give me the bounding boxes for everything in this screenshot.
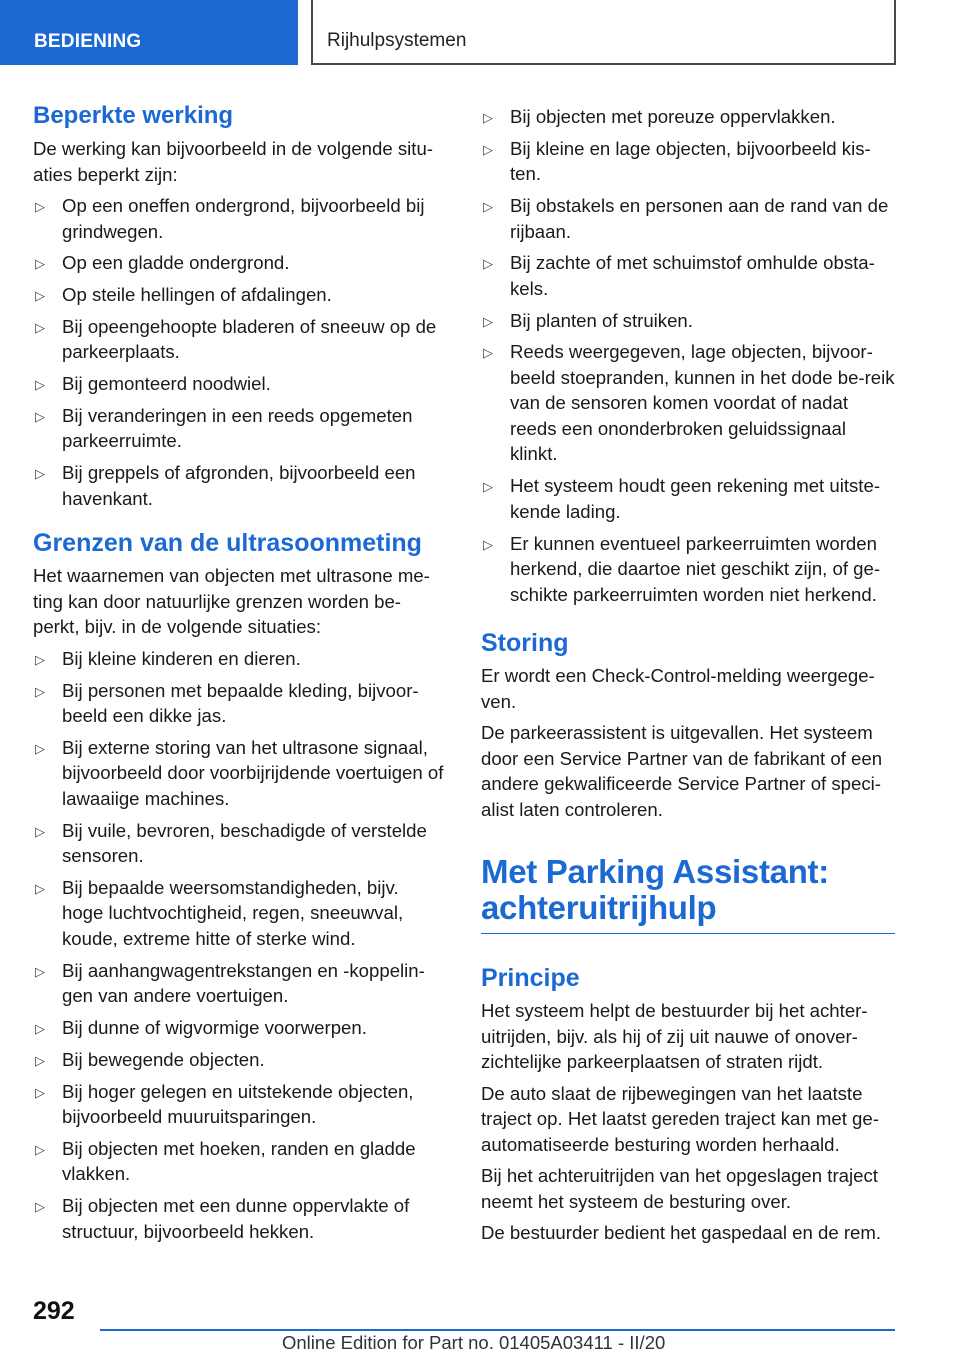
chapter-label: Rijhulpsystemen [327, 30, 467, 51]
triangle-bullet-icon: ▷ [483, 313, 493, 329]
list-item-text: Bij aanhangwagentrekstangen en -koppelin‐gen van andere voertuigen. [62, 959, 425, 1007]
triangle-bullet-icon: ▷ [35, 880, 45, 896]
list-item-text: Op een gladde ondergrond. [62, 252, 290, 274]
paragraph: De werking kan bijvoorbeeld in de volgende situ‐aties beperkt zijn: [33, 138, 434, 185]
section-label: BEDIENING [34, 31, 142, 52]
list-item-text: Bij kleine en lage objecten, bijvoorbeeld kis‐ten. [510, 137, 871, 185]
paragraph: Het waarnemen van objecten met ultrasone me‐ting kan door natuurlijke grenzen worden be‐perkt, bijv. in de volgende situaties: [33, 565, 430, 638]
list-item [481, 104, 895, 130]
triangle-bullet-icon: ▷ [483, 536, 493, 552]
list-item [33, 250, 445, 276]
list-item [33, 460, 445, 511]
triangle-bullet-icon: ▷ [483, 479, 493, 495]
list-item-text: Bij bewegende objecten. [62, 1048, 265, 1070]
paragraph: De auto slaat de rijbewegingen van het laatste traject op. Het laatst gereden traject kan met ge‐automatiseerde besturing worden herhaald. [481, 1082, 879, 1155]
section-title-principe: Principe [481, 964, 580, 993]
list-item [33, 193, 445, 244]
list-item [481, 136, 895, 187]
triangle-bullet-icon: ▷ [35, 288, 45, 304]
section-tab [0, 0, 298, 65]
left-column [33, 100, 445, 1251]
triangle-bullet-icon: ▷ [35, 651, 45, 667]
section-title-grenzen-ultrasoonmeting: Grenzen van de ultrasoonmeting [33, 529, 422, 558]
list-item [33, 1193, 445, 1244]
list-item [33, 403, 445, 454]
list-item [481, 339, 895, 467]
paragraph: Het systeem helpt de bestuurder bij het achter‐uitrijden, bijv. als hij of zij uit nauwe of onover‐zichtelijke parkeerplaatsen of straten rijdt. [481, 1000, 868, 1073]
section-title-beperkte-werking: Beperkte werking [33, 102, 234, 129]
list-item [33, 735, 445, 812]
list-item-text: Bij greppels of afgronden, bijvoorbeeld een havenkant. [62, 462, 416, 509]
edition-note: Online Edition for Part no. 01405A03411 - II/20 [282, 1332, 666, 1353]
list-item [33, 371, 445, 397]
list-item-text: Op een oneffen ondergrond, bijvoorbeeld bij grindwegen. [62, 195, 425, 242]
list-item-text: Bij externe storing van het ultrasone signaal, bijvoorbeeld door voorbijrijdende voertuigen of lawaaiige machines. [62, 736, 444, 809]
paragraph: De bestuurder bedient het gaspedaal en de rem. [481, 1222, 882, 1244]
bullet-list [481, 104, 895, 607]
triangle-bullet-icon: ▷ [35, 199, 45, 214]
triangle-bullet-icon: ▷ [35, 823, 45, 839]
list-item-text: Bij opeengehoopte bladeren of sneeuw op de parkeerplaats. [62, 315, 437, 363]
list-item [481, 193, 895, 244]
list-item-text: Op steile hellingen of afdalingen. [62, 284, 332, 306]
bullet-list [33, 193, 445, 511]
triangle-bullet-icon: ▷ [483, 345, 493, 361]
list-item [33, 818, 445, 869]
list-item-text: Bij vuile, bevroren, beschadigde of verstelde sensoren. [62, 819, 427, 867]
page-number: 292 [33, 1297, 75, 1325]
paragraph: Er wordt een Check-Control-melding weergege‐ven. [481, 665, 875, 712]
list-item [481, 250, 895, 301]
list-item-text: Bij planten of struiken. [510, 309, 693, 331]
triangle-bullet-icon: ▷ [483, 256, 493, 272]
triangle-bullet-icon: ▷ [35, 319, 45, 335]
list-item-text: Reeds weergegeven, lage objecten, bijvoor‐beeld stoepranden, kunnen in het dode be‐reik van de sensoren komen voordat of nadat reeds een ononderbroken geluidssignaal klinkt. [510, 341, 895, 465]
triangle-bullet-icon: ▷ [35, 1084, 45, 1100]
triangle-bullet-icon: ▷ [35, 408, 45, 424]
list-item-text: Het systeem houdt geen rekening met uitste‐kende lading. [510, 475, 881, 522]
list-item-text: Er kunnen eventueel parkeerruimten worden herkend, die daartoe niet geschikt zijn, of ge‐schikte parkeerruimten worden niet herkend. [510, 532, 881, 605]
list-item [33, 1047, 445, 1073]
list-item-text: Bij personen met bepaalde kleding, bijvoor‐beeld een dikke jas. [62, 679, 419, 727]
triangle-bullet-icon: ▷ [35, 466, 45, 482]
list-item-text: Bij obstakels en personen aan de rand van de rijbaan. [510, 195, 889, 242]
list-item [33, 646, 445, 672]
list-item [33, 1136, 445, 1187]
list-item-text: Bij zachte of met schuimstof omhulde obsta‐kels. [510, 252, 875, 299]
triangle-bullet-icon: ▷ [35, 740, 45, 756]
list-item [33, 875, 445, 952]
list-item [481, 531, 895, 608]
list-item [33, 1079, 445, 1130]
list-item [33, 678, 445, 729]
triangle-bullet-icon: ▷ [35, 683, 45, 699]
triangle-bullet-icon: ▷ [35, 1141, 45, 1157]
triangle-bullet-icon: ▷ [35, 1052, 45, 1068]
triangle-bullet-icon: ▷ [483, 110, 493, 125]
chapter-title: Met Parking Assistant: achteruitrijhulp [481, 854, 895, 934]
list-item [33, 282, 445, 308]
list-item-text: Bij hoger gelegen en uitstekende objecten, bijvoorbeeld muuruitsparingen. [62, 1080, 414, 1128]
list-item [481, 308, 895, 334]
triangle-bullet-icon: ▷ [35, 377, 45, 393]
chapter-header [311, 0, 896, 65]
triangle-bullet-icon: ▷ [35, 1199, 45, 1215]
bullet-list [33, 646, 445, 1244]
list-item-text: Bij objecten met poreuze oppervlakken. [510, 106, 836, 127]
list-item-text: Bij kleine kinderen en dieren. [62, 647, 301, 669]
footer-rule [100, 1329, 895, 1331]
paragraph: De parkeerassistent is uitgevallen. Het systeem door een Service Partner van de fabrikant of een andere gekwalificeerde Service Partner of speci‐alist laten controleren. [481, 722, 883, 820]
triangle-bullet-icon: ▷ [483, 199, 493, 215]
list-item [33, 1015, 445, 1041]
paragraph: Bij het achteruitrijden van het opgeslagen traject neemt het systeem de besturing over. [481, 1165, 878, 1212]
list-item-text: Bij bepaalde weersomstandigheden, bijv. hoge luchtvochtigheid, regen, sneeuwval, koude, extreme hitte of sterke wind. [62, 876, 404, 949]
list-item-text: Bij objecten met hoeken, randen en gladde vlakken. [62, 1137, 416, 1185]
triangle-bullet-icon: ▷ [35, 256, 45, 272]
list-item-text: Bij veranderingen in een reeds opgemeten parkeerruimte. [62, 404, 413, 452]
list-item-text: Bij dunne of wigvormige voorwerpen. [62, 1017, 367, 1039]
list-item [33, 314, 445, 365]
list-item-text: Bij gemonteerd noodwiel. [62, 373, 271, 395]
list-item [481, 473, 895, 524]
section-title-storing: Storing [481, 629, 569, 658]
triangle-bullet-icon: ▷ [483, 141, 493, 157]
triangle-bullet-icon: ▷ [35, 963, 45, 979]
list-item-text: Bij objecten met een dunne oppervlakte of structuur, bijvoorbeeld hekken. [62, 1195, 410, 1242]
list-item [33, 958, 445, 1009]
right-column [481, 104, 895, 1252]
triangle-bullet-icon: ▷ [35, 1021, 45, 1037]
